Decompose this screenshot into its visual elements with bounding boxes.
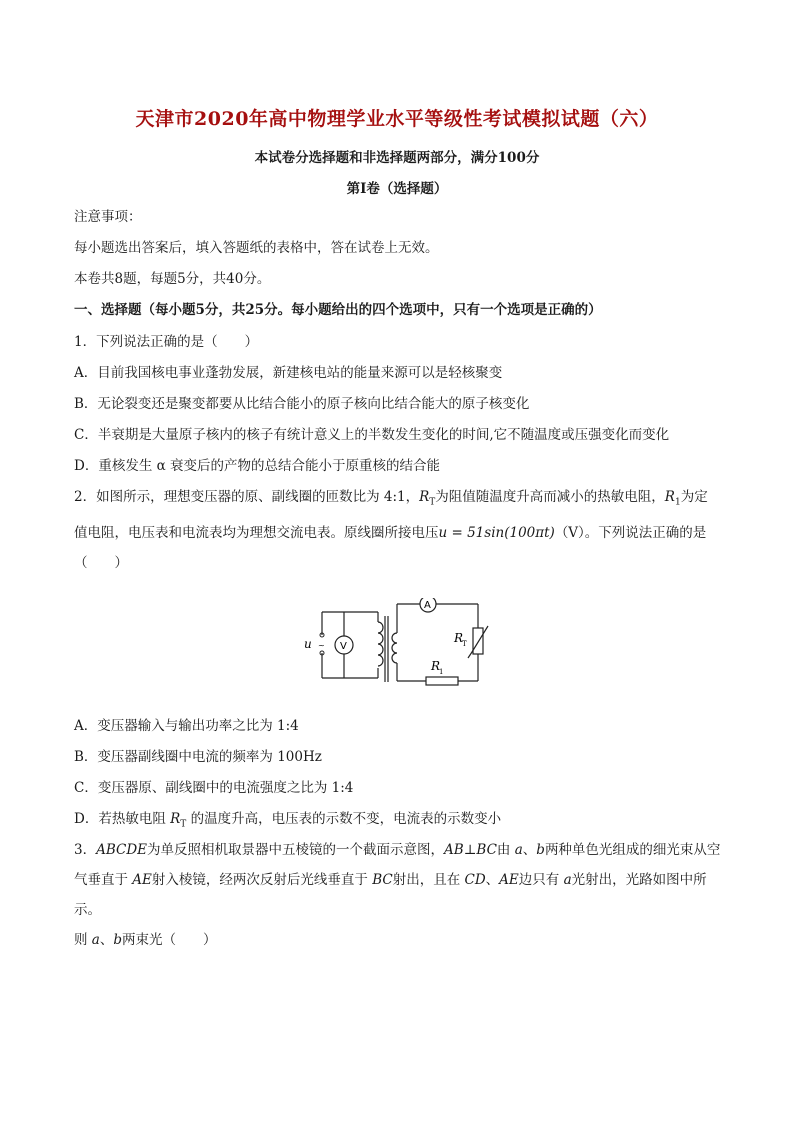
q1-option-a: A．目前我国核电事业蓬勃发展，新建核电站的能量来源可以是轻核聚变 [74, 365, 503, 381]
q3-a-symbol-3: a [91, 932, 100, 948]
r1-label: R [431, 659, 441, 673]
q2-text-1: 2．如图所示，理想变压器的原、副线圈的匝数比为 4:1， [74, 489, 420, 505]
q3-side-bc: BC [476, 842, 497, 858]
q3-stem [74, 835, 724, 955]
q3-line2-c: 射出，且在 [392, 872, 465, 888]
notes-line-1: 每小题选出答案后，填入答题纸的表格中，答在试卷上无效。 [74, 240, 439, 256]
q2-blank: （ ） [74, 554, 128, 571]
q2-option-a: A．变压器输入与输出功率之比为 1:4 [74, 718, 299, 734]
q1-stem: 1．下列说法正确的是（ ） [74, 334, 259, 350]
q2-text-5: （V）。下列说法正确的是 [554, 524, 707, 541]
q2-option-d [74, 810, 724, 834]
q3-text-1: 3． [74, 842, 97, 858]
part-heading: 第Ⅰ卷（选择题） [346, 181, 448, 197]
q3-prism-label: ABCDE [96, 842, 148, 858]
q2-formula: u = 51sin(100πt) [438, 524, 555, 541]
q2-stem [74, 482, 724, 578]
voltmeter-label: V [340, 641, 347, 652]
q3-line3-a: 则 [74, 932, 92, 948]
q2-text-4: 值电阻，电压表和电流表均为理想交流电表。原线圈所接电压 [74, 524, 439, 541]
q2-d-r-symbol: R [170, 811, 181, 827]
page-subtitle: 本试卷分选择题和非选择题两部分，满分100分 [254, 150, 540, 166]
q3-text-4: 由 [496, 842, 515, 858]
q2-rt-sub: T [429, 497, 436, 508]
q2-text-2: 为阻值随温度升高而减小的热敏电阻， [435, 489, 665, 505]
q1-option-d: D．重核发生 α 衰变后的产物的总结合能小于原重核的结合能 [74, 458, 441, 474]
thermistor [473, 628, 483, 654]
q3-text-2: 为单反照相机取景器中五棱镜的一个截面示意图， [147, 842, 445, 858]
q3-a-symbol-2: a [563, 872, 572, 888]
q3-side-ae: AE [132, 872, 152, 888]
notes-line-2: 本卷共8题，每题5分，共40分。 [74, 271, 271, 287]
notes-heading: 注意事项： [74, 209, 142, 225]
q3-line2-e: 边只有 [518, 872, 564, 888]
q3-line3-b: 、 [99, 932, 114, 948]
q3-perp: ⊥ [463, 842, 477, 858]
q2-r1-sub: 1 [674, 497, 681, 508]
q2-option-c: C．变压器原、副线圈中的电流强度之比为 1:4 [74, 780, 354, 796]
q2-d-r-sub: T [180, 819, 187, 830]
section-heading: 一、选择题（每小题5分，共25分。每小题给出的四个选项中，只有一个选项是正确的） [74, 302, 602, 318]
rt-label: R [454, 631, 464, 645]
q2-text-3: 为定 [680, 489, 708, 505]
transformer-circuit-figure [296, 598, 496, 690]
q3-line2-f: 光射出，光路如图中所示。 [74, 872, 707, 918]
q2-r1-symbol: R [664, 489, 675, 505]
q2-option-b: B．变压器副线圈中电流的频率为 100Hz [74, 749, 322, 765]
q3-text-5: 、 [522, 842, 537, 858]
ammeter-label: A [424, 600, 431, 611]
q3-b-symbol: b [536, 842, 545, 858]
q3-line3-c: 两束光（ ） [122, 932, 217, 948]
q3-b-symbol-3: b [113, 932, 123, 948]
resistor-r1 [426, 677, 458, 685]
q3-side-cd: CD [464, 872, 486, 888]
q3-text-6: 两种单色光组成的细光束从空 [544, 842, 721, 858]
rt-sub-label: T [462, 640, 467, 648]
q3-side-ab: AB [444, 842, 464, 858]
q3-line2-a: 气垂直于 [74, 872, 133, 888]
thermistor-slash [468, 626, 488, 658]
q2-d-text-1: D．若热敏电阻 [74, 811, 171, 827]
q2-rt-symbol: R [419, 489, 430, 505]
source-label: u [304, 637, 312, 651]
q3-side-bc-2: BC [372, 872, 393, 888]
ac-tilde: ~ [318, 641, 325, 650]
q3-line2-b: 射入棱镜，经两次反射后光线垂直于 [151, 872, 373, 888]
q2-d-text-2: 的温度升高，电压表的示数不变，电流表的示数变小 [186, 811, 502, 827]
q3-line2-d: 、 [485, 872, 500, 888]
primary-coil [378, 622, 383, 666]
q1-option-b: B．无论裂变还是聚变都要从比结合能小的原子核向比结合能大的原子核变化 [74, 396, 530, 412]
q3-a-symbol: a [514, 842, 523, 858]
secondary-coil [392, 633, 397, 663]
q1-option-c: C．半衰期是大量原子核内的核子有统计意义上的半数发生变化的时间,它不随温度或压强变化而变化 [74, 427, 670, 443]
q3-side-ae-2: AE [499, 872, 519, 888]
r1-sub-label: 1 [439, 668, 444, 676]
page-title: 天津市2020年高中物理学业水平等级性考试模拟试题（六） [135, 108, 659, 130]
